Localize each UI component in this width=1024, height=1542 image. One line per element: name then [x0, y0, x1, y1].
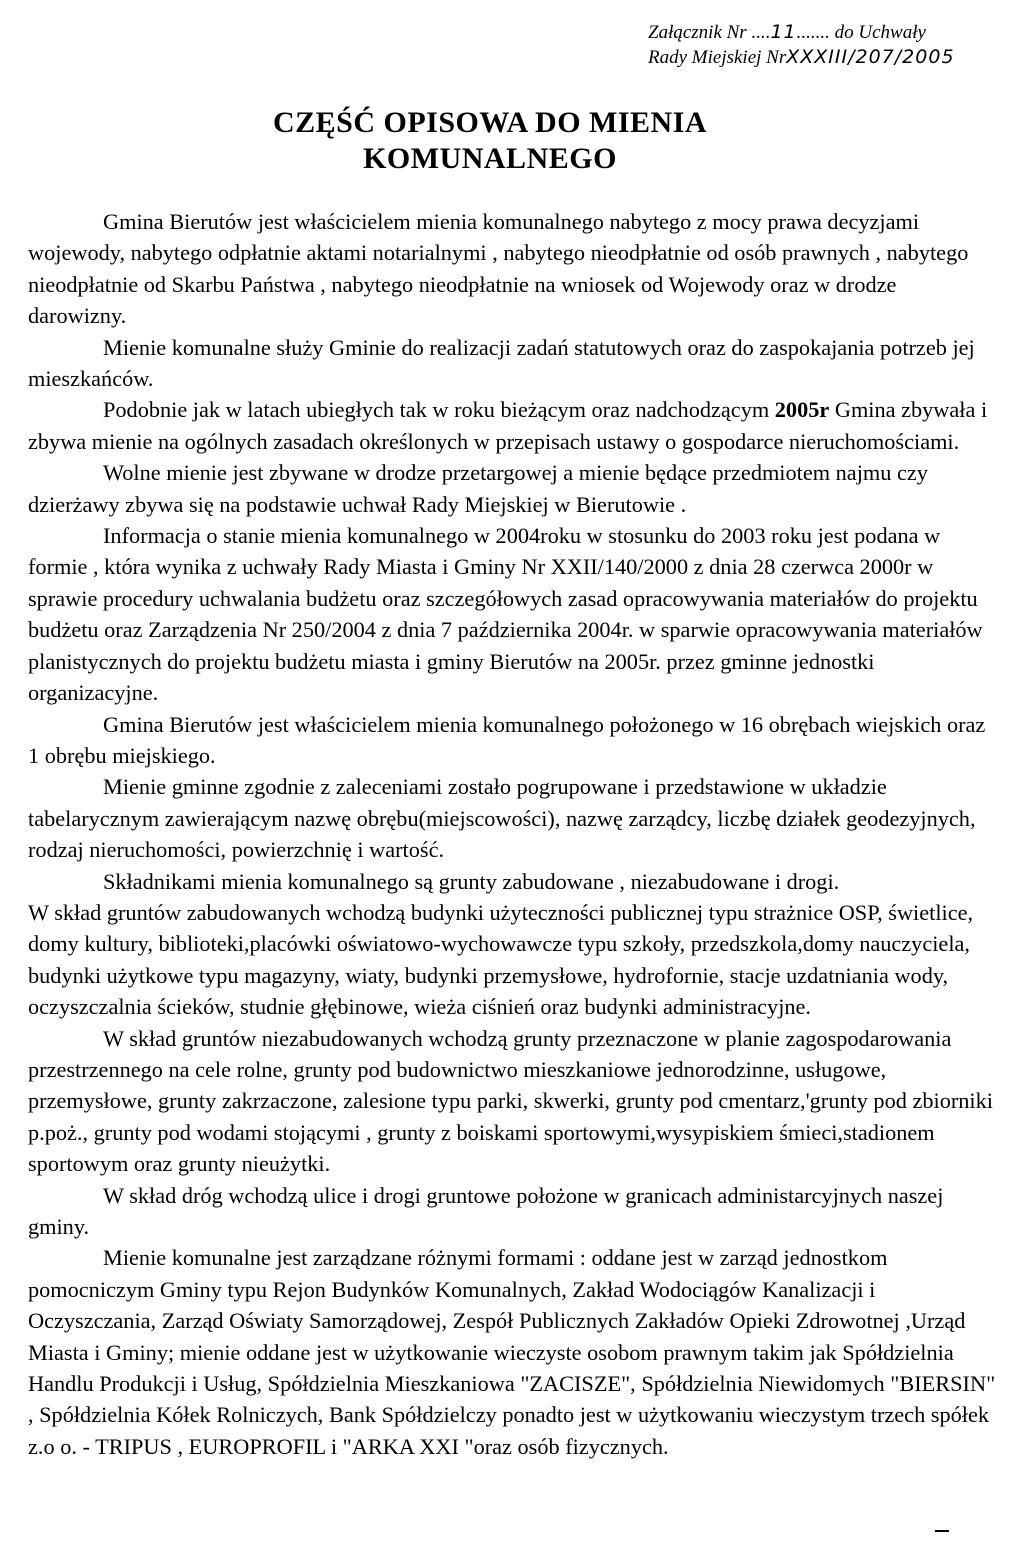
document-title — [210, 105, 770, 177]
paragraph-purpose: Mienie komunalne służy Gminie do realizacji zadań statutowych oraz do zaspokajania potrzeb jej mieszkańców. — [28, 334, 975, 392]
title-line-1: CZĘŚĆ OPISOWA DO MIENIA — [272, 106, 708, 139]
paragraph-disposal-year: 2005r — [774, 397, 830, 423]
paragraph-disposal — [28, 394, 998, 457]
resolution-reference: XXXIII/207/2005 — [786, 46, 955, 68]
paragraph-disposal-end: Gmina zbywała i zbywa mienie na ogólnych zasadach określonych w przepisach ustawy o gospodarce nieruchomościami. — [28, 397, 988, 454]
attachment-label: Załącznik Nr — [648, 22, 747, 43]
document-body — [28, 206, 998, 1462]
paragraph-roads: W skład dróg wchodzą ulice i drogi gruntowe położone w granicach administarcyjnych naszej gminy. — [28, 1182, 944, 1239]
attachment-line-1: Załącznik Nr ....11....... do Uchwały — [648, 21, 926, 43]
attachment-resolution-label: do Uchwały — [834, 22, 926, 43]
title-line-2: KOMUNALNEGO — [363, 142, 617, 175]
attachment-number: 11 — [770, 21, 797, 43]
attachment-annotation — [648, 20, 988, 70]
attachment-line-2 — [648, 45, 988, 70]
paragraph-undeveloped-land: W skład gruntów niezabudowanych wchodzą grunty przeznaczone w planie zagospodarowania przestrzennego na cele rolne, grunty pod budownictwo mieszkaniowe jednorodzinne, usługowe, przemysłowe, grunty zakrzaczone, zalesione typu parki, skwerki, grunty pod cmentarz,'grunty pod zbiorniki p.poż., grunty pod wodami stojącymi , grunty z boiskami sportowymi,wysypiskiem śmieci,stadionem sportowym oraz grunty nieużytki. — [28, 1025, 993, 1177]
paragraph-precincts: Gmina Bierutów jest właścicielem mienia komunalnego położonego w 16 obrębach wiejskich oraz 1 obrębu miejskiego. — [28, 711, 986, 768]
council-label: Rady Miejskiej Nr — [648, 47, 787, 68]
paragraph-components: Składnikami mienia komunalnego są grunty zabudowane , niezabudowane i drogi. — [103, 868, 840, 894]
paragraph-ownership: Gmina Bierutów jest właścicielem mienia komunalnego nabytego z mocy prawa decyzjami wojewody, nabytego odpłatnie aktami notarialnymi , nabytego nieodpłatnie od osób prawnych , nabytego nieodpłatnie od Skarbu Państwa , nabytego nieodpłatnie na wniosek od Wojewody oraz w drodze darowizny. — [28, 209, 969, 329]
paragraph-disposal-start: Podobnie jak w latach ubiegłych tak w roku bieżącym oraz nadchodzącym — [103, 397, 775, 423]
paragraph-grouping: Mienie gminne zgodnie z zaleceniami zostało pogrupowane i przedstawione w układzie tabelarycznym zawierającym nazwę obrębu(miejscowości), nazwę zarządcy, liczbę działek geodezyjnych, rodzaj nieruchomości, powierzchnię i wartość. — [28, 774, 976, 863]
scan-mark — [935, 1530, 949, 1532]
paragraph-tender: Wolne mienie jest zbywane w drodze przetargowej a mienie będące przedmiotem najmu czy dzierżawy zbywa się na podstawie uchwał Rady Miejskiej w Bierutowie . — [28, 460, 928, 517]
paragraph-management: Mienie komunalne jest zarządzane różnymi formami : oddane jest w zarząd jednostkom pomocniczym Gminy typu Rejon Budynków Komunalnych, Zakład Wodociągów Kanalizacji i Oczyszczania, Zarząd Oświaty Samorządowej, Zespół Publicznych Zakładów Opieki Zdrowotnej ,Urząd Miasta i Gminy; mienie oddane jest w użytkowanie wieczyste osobom prawnym takim jak Spółdzielnia Handlu Produkcji i Usług, Spółdzielnia Mieszkaniowa "ZACISZE", Spółdzielnia Niewidomych "BIERSIN" , Spółdzielnia Kółek Rolniczych, Bank Spółdzielczy ponadto jest w użytkowaniu wieczystym trzech spółek z.o o. - TRIPUS , EUROPROFIL i "ARKA XXI "oraz osób fizycznych. — [28, 1245, 996, 1459]
paragraph-built-land: W skład gruntów zabudowanych wchodzą budynki użyteczności publicznej typu strażnice OSP, świetlice, domy kultury, biblioteki,placówki oświatowo-wychowawcze typu szkoły, przedszkola,domy nauczyciela, budynki użytkowe typu magazyny, wiaty, budynki przemysłowe, hydrofornie, stacje uzdatniania wody, oczyszczalnia ścieków, studnie głębinowe, wieża ciśnień oraz budynki administracyjne. — [28, 899, 974, 1020]
paragraph-information: Informacja o stanie mienia komunalnego w 2004roku w stosunku do 2003 roku jest podana w formie , która wynika z uchwały Rady Miasta i Gminy Nr XXII/140/2000 z dnia 28 czerwca 2000r w sprawie procedury uchwalania budżetu oraz szczegółowych zasad opracowywania materiałów do projektu budżetu oraz Zarządzenia Nr 250/2004 z dnia 7 października 2004r. w sparwie opracowywania materiałów planistycznych do projektu budżetu miasta i gminy Bierutów na 2005r. przez gminne jednostki organizacyjne. — [28, 523, 983, 706]
